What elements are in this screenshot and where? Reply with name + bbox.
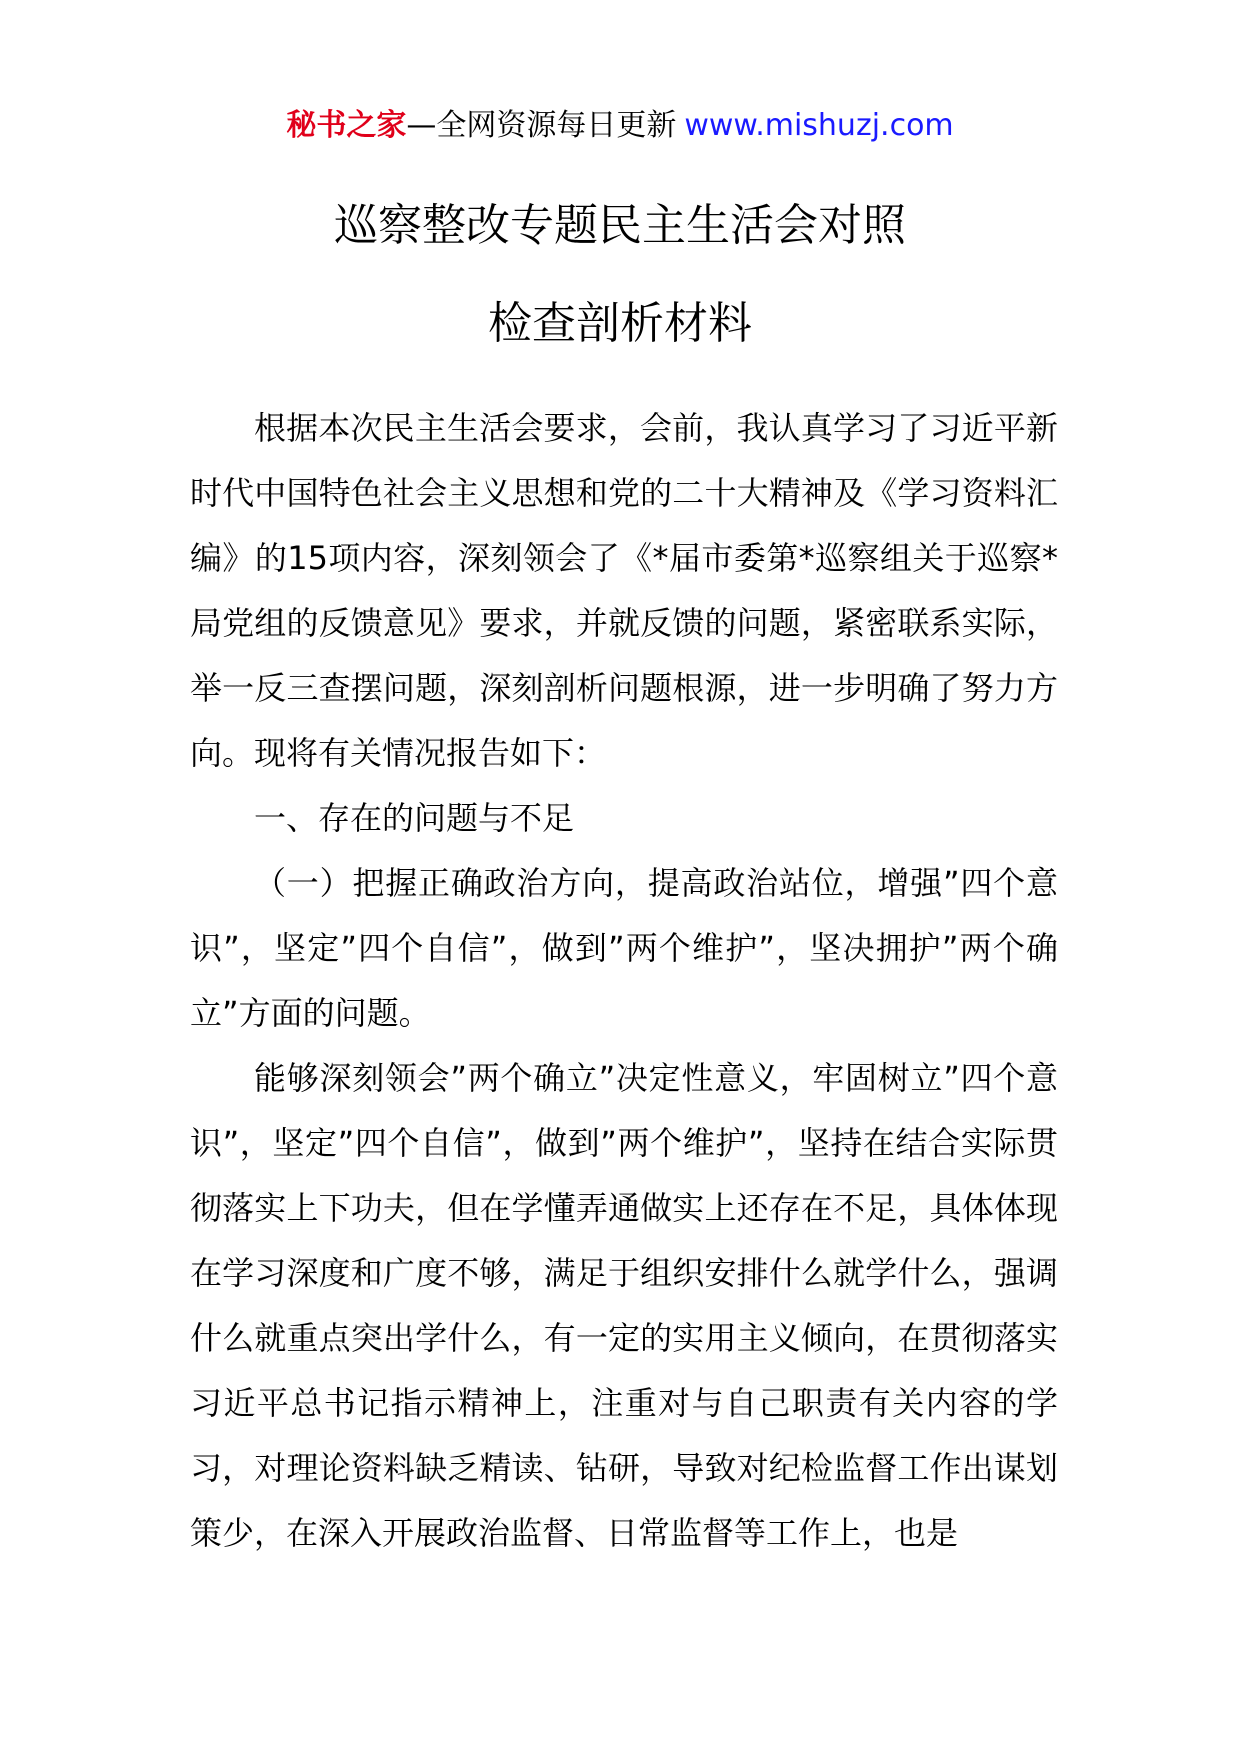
document-title-line-2: 检查剖析材料 [488, 298, 752, 349]
subsection-heading: （一）把握正确政治方向，提高政治站位，增强”四个意识”，坚定”四个自信”，做到”两个维护”，坚决拥护”两个确立”方面的问题。 [190, 864, 1058, 1032]
document-title-line-1: 巡察整改专题民主生活会对照 [334, 200, 906, 251]
site-url-link[interactable]: www.mishuzj.com [684, 108, 954, 143]
section-heading: 一、存在的问题与不足 [254, 799, 575, 837]
site-header [0, 96, 1240, 156]
paragraph-intro: 根据本次民主生活会要求，会前，我认真学习了习近平新时代中国特色社会主义思想和党的二十大精神及《学习资料汇编》的15项内容，深刻领会了《*届市委第*巡察组关于巡察*局党组的反馈意见》要求，并就反馈的问题，紧密联系实际，举一反三查摆问题，深刻剖析问题根源，进一步明确了努力方向。现将有关情况报告如下： [190, 409, 1058, 772]
header-tagline: —全网资源每日更新 [406, 108, 677, 143]
brand-name: 秘书之家 [286, 108, 407, 143]
document-body [190, 396, 1058, 1566]
paragraph-body: 能够深刻领会”两个确立”决定性意义，牢固树立”四个意识”，坚定”四个自信”，做到”两个维护”，坚持在结合实际贯彻落实上下功夫，但在学懂弄通做实上还存在不足，具体体现在学习深度和广度不够，满足于组织安排什么就学什么，强调什么就重点突出学什么，有一定的实用主义倾向，在贯彻落实习近平总书记指示精神上，注重对与自己职责有关内容的学习，对理论资料缺乏精读、钻研，导致对纪检监督工作出谋划策少，在深入开展政治监督、日常监督等工作上，也是 [190, 1059, 1058, 1552]
